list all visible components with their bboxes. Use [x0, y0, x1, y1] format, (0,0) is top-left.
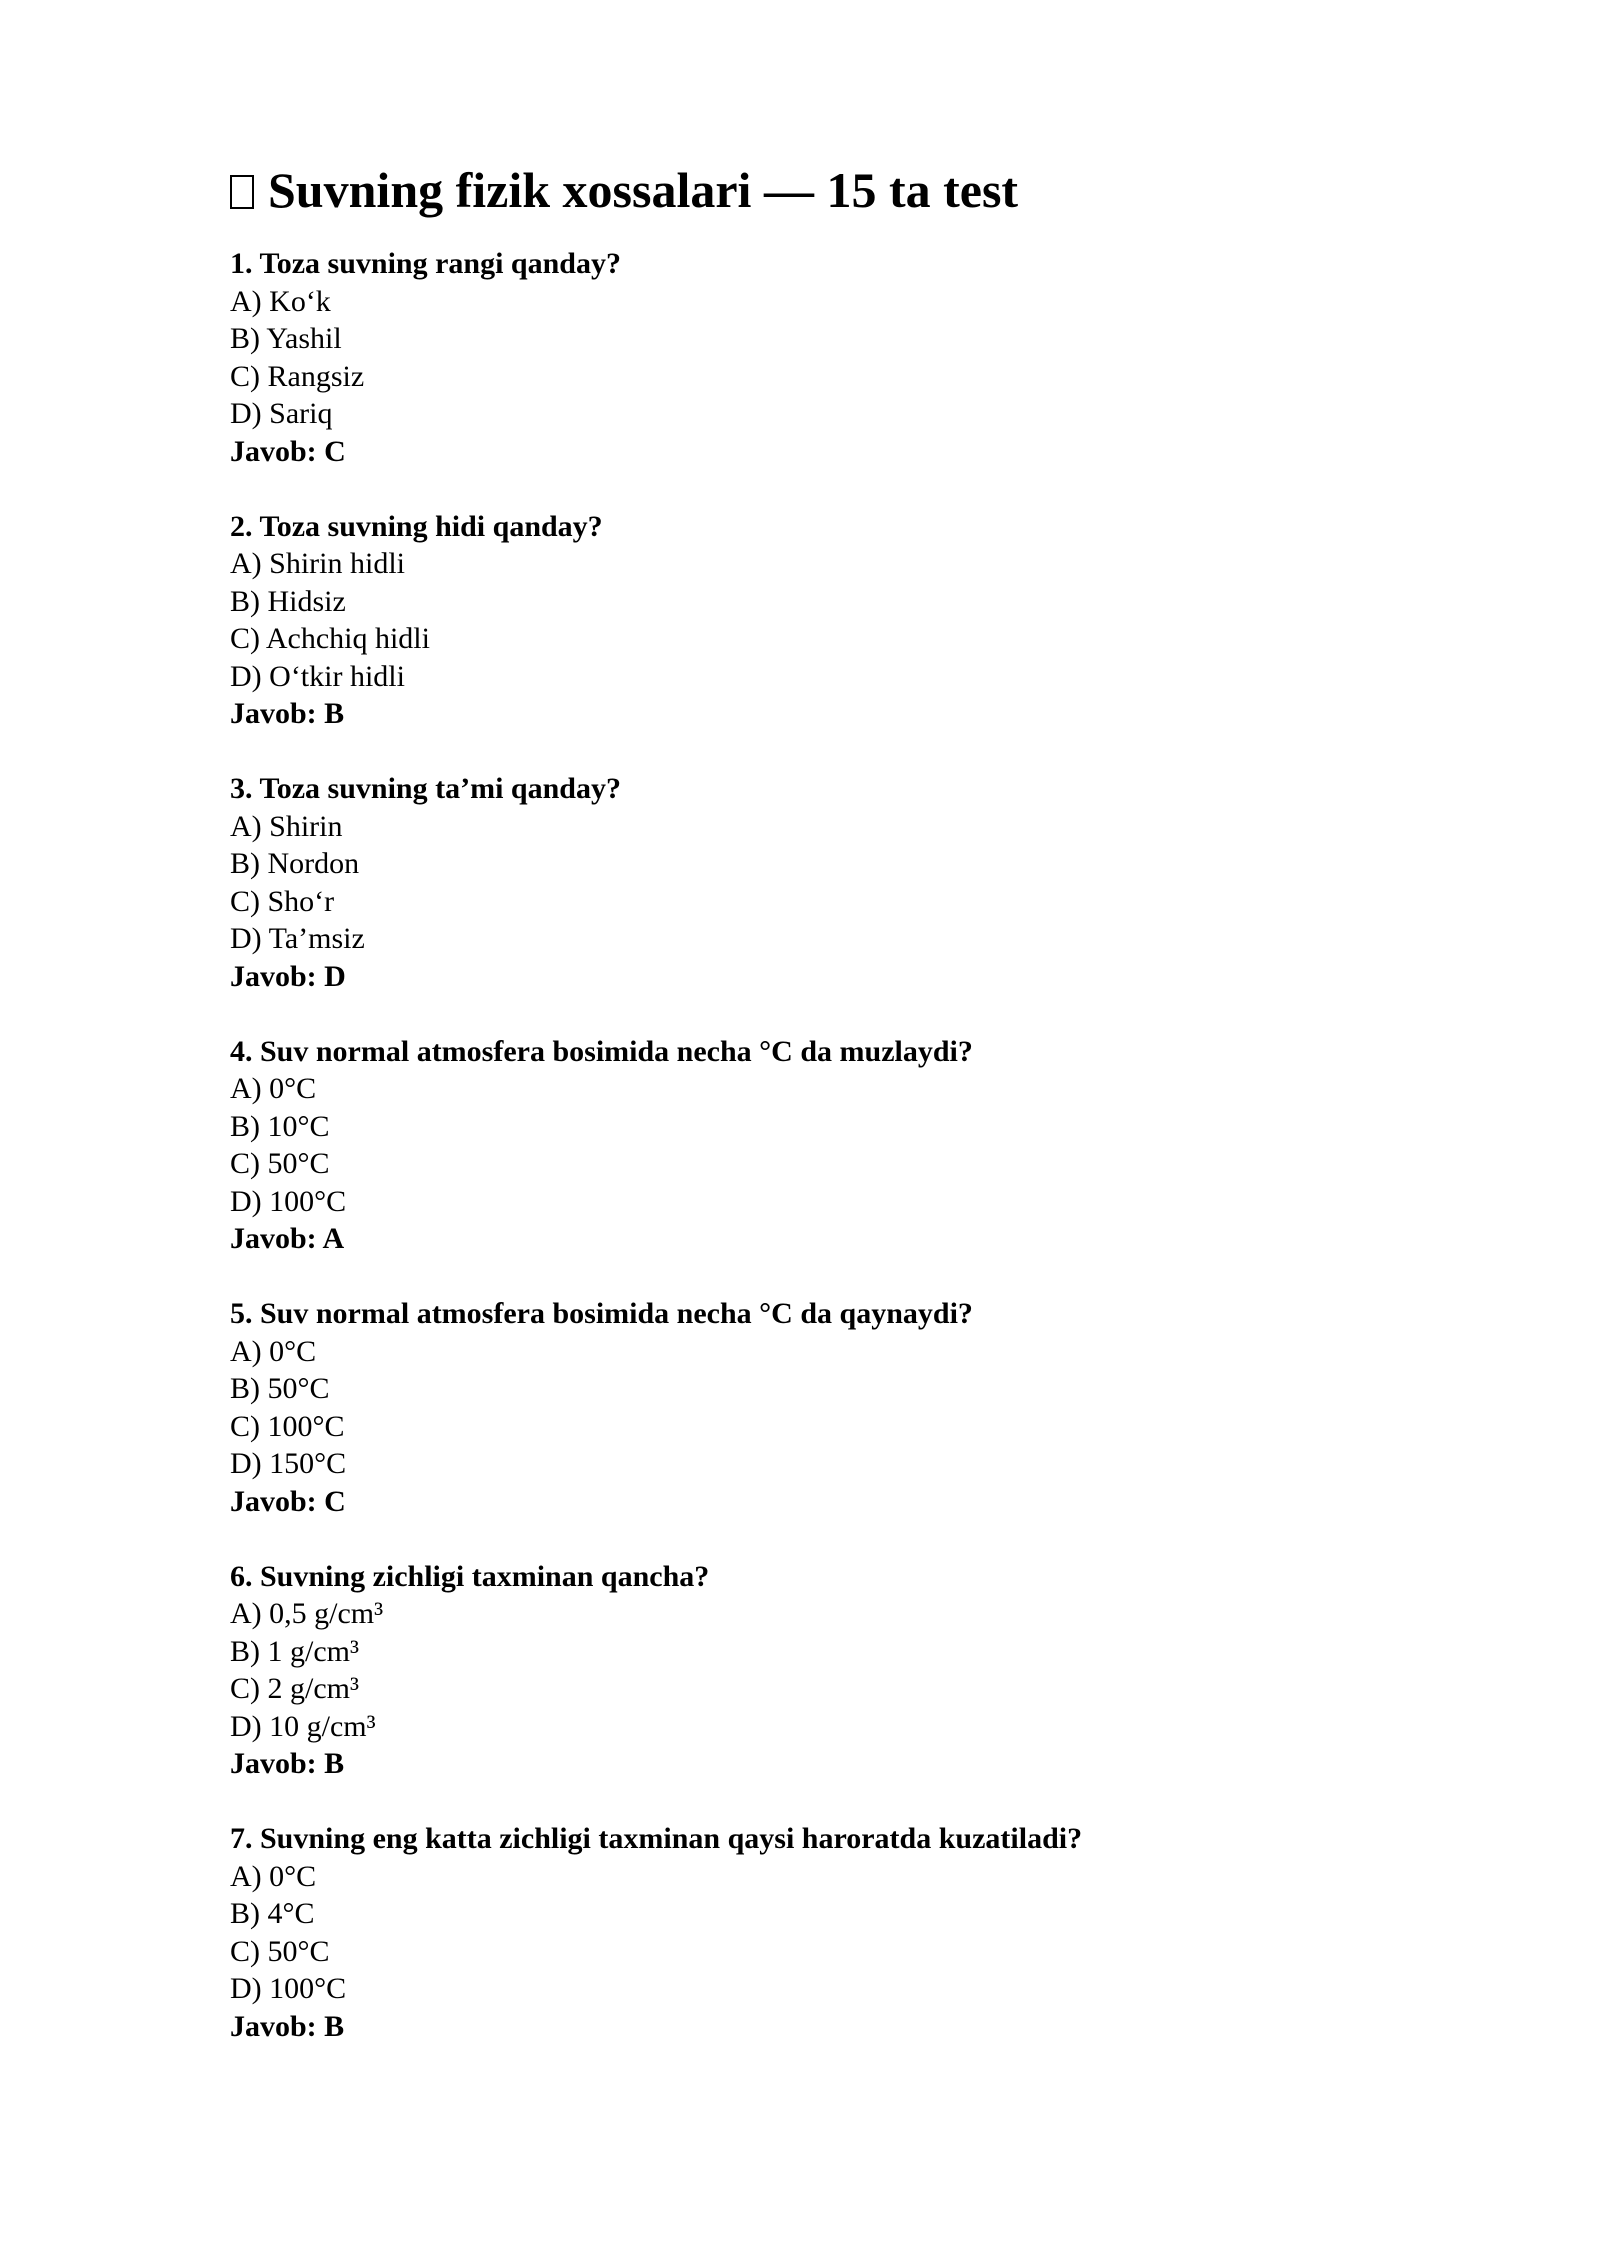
option-d: D) 100°C: [230, 1184, 347, 1218]
option-c: C) 50°C: [230, 1147, 330, 1180]
question-block-4: [230, 1033, 1430, 1258]
option-a: A) 0,5 g/cm³: [230, 1597, 384, 1630]
option-d: D) O‘tkir hidli: [230, 659, 405, 693]
option-c: C) Rangsiz: [230, 359, 365, 393]
option-b: B) 4°C: [230, 1897, 315, 1930]
question-text: 6. Suvning zichligi taxminan qancha?: [230, 1559, 710, 1593]
option-d: D) 150°C: [230, 1447, 347, 1480]
option-c: C) 50°C: [230, 1934, 330, 1968]
option-a: A) 0°C: [230, 1072, 317, 1105]
option-b: B) 10°C: [230, 1109, 330, 1143]
question-text: 2. Toza suvning hidi qanday?: [230, 509, 603, 543]
question-text: 3. Toza suvning ta’mi qanday?: [230, 772, 621, 805]
option-b: B) Hidsiz: [230, 584, 346, 618]
question-text: 7. Suvning eng katta zichligi taxminan qaysi haroratda kuzatiladi?: [230, 1822, 1083, 1855]
option-a: A) Shirin hidli: [230, 547, 406, 580]
answer-line: Javob: B: [230, 2009, 345, 2043]
question-text: 1. Toza suvning rangi qanday?: [230, 247, 621, 280]
question-text: 4. Suv normal atmosfera bosimida necha °C da muzlaydi?: [230, 1034, 973, 1068]
question-block-1: [230, 245, 1430, 470]
question-block-3: [230, 770, 1430, 995]
option-d: D) Ta’msiz: [230, 922, 365, 955]
question-block-7: [230, 1820, 1430, 2045]
missing-glyph-box-icon: [230, 175, 254, 209]
question-block-6: [230, 1558, 1430, 1783]
option-d: D) 10 g/cm³: [230, 1709, 376, 1743]
answer-line: Javob: D: [230, 959, 346, 993]
answer-line: Javob: C: [230, 1484, 346, 1518]
option-a: A) Ko‘k: [230, 284, 331, 318]
page-title-text: Suvning fizik xossalari — 15 ta test: [268, 162, 1019, 218]
option-c: C) 100°C: [230, 1409, 345, 1443]
option-a: A) Shirin: [230, 809, 343, 843]
option-b: B) 50°C: [230, 1372, 330, 1405]
page-title: [230, 160, 1430, 220]
option-d: D) 100°C: [230, 1972, 347, 2005]
option-b: B) Yashil: [230, 322, 342, 355]
question-block-5: [230, 1295, 1430, 1520]
answer-line: Javob: B: [230, 1747, 345, 1780]
option-b: B) 1 g/cm³: [230, 1634, 359, 1668]
option-a: A) 0°C: [230, 1859, 317, 1893]
document-page: [230, 160, 1430, 2083]
question-block-2: [230, 508, 1430, 733]
answer-line: Javob: A: [230, 1222, 345, 1255]
option-c: C) Achchiq hidli: [230, 622, 430, 655]
option-c: C) 2 g/cm³: [230, 1672, 359, 1705]
option-d: D) Sariq: [230, 397, 333, 430]
option-a: A) 0°C: [230, 1334, 317, 1368]
answer-line: Javob: C: [230, 434, 346, 468]
option-c: C) Sho‘r: [230, 884, 335, 918]
answer-line: Javob: B: [230, 697, 345, 730]
option-b: B) Nordon: [230, 847, 360, 880]
question-text: 5. Suv normal atmosfera bosimida necha °C da qaynaydi?: [230, 1297, 973, 1330]
